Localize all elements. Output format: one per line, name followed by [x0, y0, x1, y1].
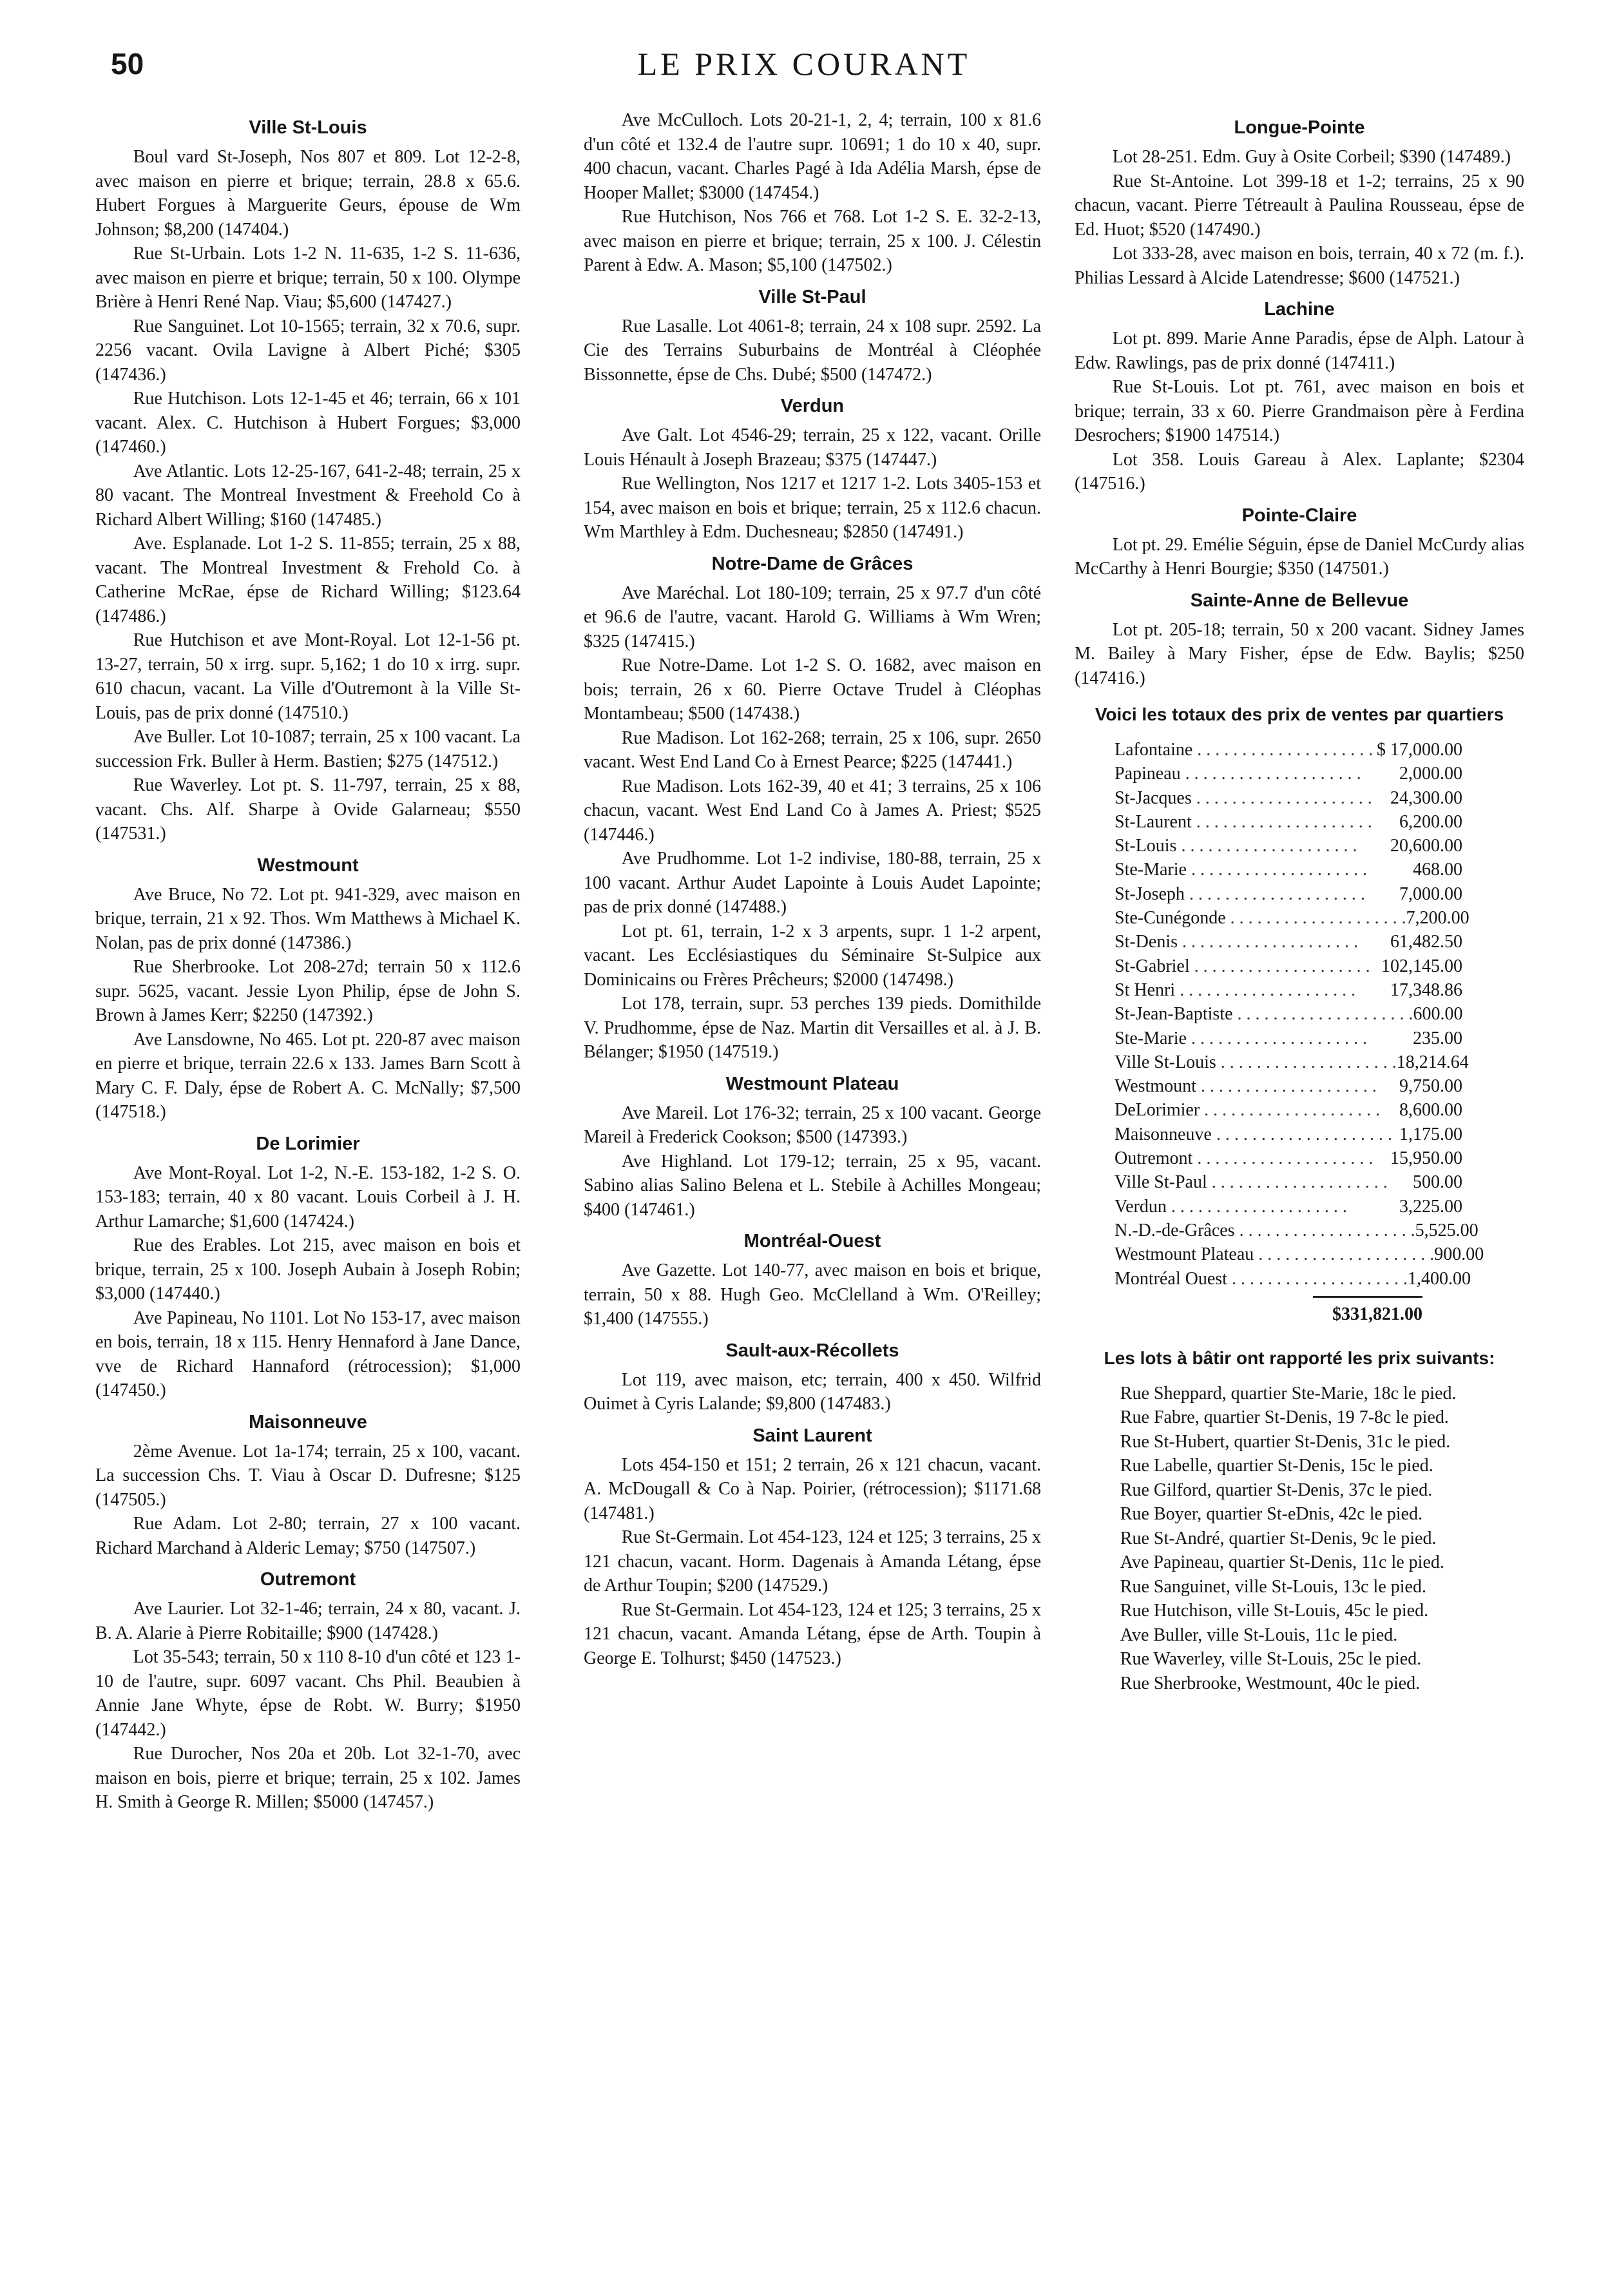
leader-dots: . . . . . . . . . . . . . . . . . . . . — [1232, 1004, 1413, 1025]
quartier-name: Westmount — [1115, 1076, 1196, 1097]
quartier-amount: 24,300.00 — [1390, 787, 1462, 808]
sale-entry: Lot 178, terrain, supr. 53 perches 139 pieds. Domithilde V. Prudhomme, épse de Naz. Martin dit Versailles et al. à J. B. Bélanger; $1950 (147519.) — [584, 994, 1041, 1062]
quartier-amount: $ 17,000.00 — [1377, 740, 1462, 760]
quartier-name: Maisonneuve — [1115, 1124, 1212, 1144]
section-heading: Pointe-Claire — [1241, 505, 1357, 526]
quartier-amount: 8,600.00 — [1399, 1100, 1462, 1121]
lot-price-item: Rue Gilford, quartier St-Denis, 37c le pied. — [1120, 1480, 1433, 1500]
section-heading: Verdun — [780, 396, 845, 416]
quartier-name: DeLorimier — [1115, 1100, 1200, 1121]
section-heading: Westmount Plateau — [725, 1073, 899, 1094]
totals-row — [1115, 1074, 1462, 1098]
lot-prices-heading: Les lots à bâtir ont rapporté les prix suivants: — [1104, 1347, 1495, 1368]
totals-row — [1115, 1002, 1462, 1026]
sale-entry: Ave Highland. Lot 179-12; terrain, 25 x 95, vacant. Sabino alias Salino Belena et L. Stebile à Achilles Mongeau; $400 (147461.) — [584, 1151, 1041, 1220]
sale-entry: Rue Hutchison et ave Mont-Royal. Lot 12-1-56 pt. 13-27, terrain, 50 x irrg. supr. 5,162; 1 do 10 x irrg. supr. 610 chacun, vacant. La Ville d'Outremont à la Ville St-Louis, pas de prix donné (147510.) — [95, 630, 521, 723]
quartier-amount: 5,525.00 — [1415, 1220, 1479, 1240]
section-heading: Sainte-Anne de Bellevue — [1190, 590, 1409, 611]
sale-entry: Rue St-Louis. Lot pt. 761, avec maison en bois et brique; terrain, 33 x 60. Pierre Grandmaison père à Ferdina Desrochers; $1900 147514.) — [1075, 377, 1524, 445]
lot-price-item: Rue Boyer, quartier St-eDnis, 42c le pied. — [1120, 1504, 1423, 1525]
sale-entry: Rue Sanguinet. Lot 10-1565; terrain, 32 x 70.6, supr. 2256 vacant. Ovila Lavigne à Albert Piché; $305 (147436.) — [95, 316, 521, 385]
leader-dots: . . . . . . . . . . . . . . . . . . . . — [1184, 883, 1365, 904]
sale-entry: Ave Lansdowne, No 465. Lot pt. 220-87 avec maison en pierre et brique, terrain 22.6 x 133. James Barn Scott à Mary C. F. Daly, épse de Robert A. C. McNally; $7,500 (147518.) — [95, 1029, 521, 1122]
quartier-name: St-Denis — [1115, 932, 1178, 952]
right-column-sections — [1075, 117, 1524, 690]
quartier-name: N.-D.-de-Grâces — [1115, 1220, 1235, 1240]
lot-price-item: Ave Buller, ville St-Louis, 11c le pied. — [1120, 1625, 1398, 1645]
quartier-name: St-Jacques — [1115, 787, 1192, 808]
quartier-name: Ste-Cunégonde — [1115, 908, 1226, 929]
sale-entry: Ave Laurier. Lot 32-1-46; terrain, 24 x 80, vacant. J. B. A. Alarie à Pierre Robitaille; $900 (147428.) — [95, 1599, 521, 1643]
quartier-name: Ville St-Louis — [1115, 1052, 1216, 1072]
leader-dots: . . . . . . . . . . . . . . . . . . . . — [1186, 860, 1367, 880]
sale-entry: Ave Bruce, No 72. Lot pt. 941-329, avec maison en brique, terrain, 21 x 92. Thos. Wm Matthews à Michael K. Nolan, pas de prix donné (147386.) — [95, 884, 521, 953]
leader-dots: . . . . . . . . . . . . . . . . . . . . — [1200, 1100, 1381, 1121]
section-heading: Outremont — [260, 1569, 356, 1590]
sale-entry: Rue des Erables. Lot 215, avec maison en bois et brique, terrain, 25 x 100. Joseph Aubain à Joseph Robin; $3,000 (147440.) — [95, 1235, 521, 1304]
section-heading: Montréal-Ouest — [743, 1231, 881, 1251]
sale-entry: Lot 358. Louis Gareau à Alex. Laplante; $2304 (147516.) — [1075, 449, 1524, 494]
sale-entry: Lot 35-543; terrain, 50 x 110 8-10 d'un côté et 123 1-10 de l'autre, supr. 6097 vacant. Chs Phil. Beaubien à Annie Jane Whyte, épse de Robt. W. Burry; $1950 (147442.) — [95, 1647, 521, 1740]
column-right — [1075, 108, 1524, 1695]
section-heading: De Lorimier — [256, 1133, 360, 1154]
quartier-amount: 900.00 — [1434, 1244, 1484, 1265]
quartier-name: Lafontaine — [1115, 740, 1193, 760]
sale-entry: Ave Prudhomme. Lot 1-2 indivise, 180-88, terrain, 25 x 100 vacant. Arthur Audet Lapointe à Louis Audet Lapointe; pas de prix donné (147488.) — [584, 849, 1041, 917]
totals-row — [1115, 1146, 1462, 1170]
sale-entry: Ave Maréchal. Lot 180-109; terrain, 25 x 97.7 d'un côté et 96.6 de l'autre, vacant. Harold G. Williams à Wm Wren; $325 (147415.) — [584, 583, 1041, 651]
leader-dots: . . . . . . . . . . . . . . . . . . . . — [1192, 1148, 1374, 1169]
sale-entry: Rue Adam. Lot 2-80; terrain, 27 x 100 vacant. Richard Marchand à Alderic Lemay; $750 (147507.) — [95, 1514, 521, 1558]
quartier-name: Ville St-Paul — [1115, 1172, 1207, 1193]
section-heading: Maisonneuve — [249, 1411, 367, 1433]
quartier-name: St-Louis — [1115, 836, 1177, 856]
totals-row — [1115, 1219, 1479, 1242]
sale-entry: Ave Atlantic. Lots 12-25-167, 641-2-48; terrain, 25 x 80 vacant. The Montreal Investment & Freehold Co à Richard Albert Willing; $160 (147485.) — [95, 461, 521, 530]
quartier-name: Westmount Plateau — [1115, 1244, 1254, 1265]
section-heading: Sault-aux-Récollets — [725, 1340, 899, 1361]
quartier-amount: 2,000.00 — [1399, 764, 1462, 784]
sale-entry: Rue St-Germain. Lot 454-123, 124 et 125; 3 terrains, 25 x 121 chacun, vacant. Amanda Létang, épse de Arth. Toupin à George E. Tolhurst; $450 (147523.) — [584, 1599, 1041, 1668]
totals-row — [1115, 1170, 1462, 1194]
totals-rule — [1313, 1296, 1422, 1298]
lot-price-item: Rue Hutchison, ville St-Louis, 45c le pied. — [1120, 1601, 1429, 1621]
leader-dots: . . . . . . . . . . . . . . . . . . . . — [1225, 908, 1406, 929]
quartier-amount: 600.00 — [1413, 1004, 1463, 1025]
leader-dots: . . . . . . . . . . . . . . . . . . . . — [1176, 836, 1357, 856]
quartier-amount: 15,950.00 — [1390, 1148, 1462, 1169]
sale-entry: Lot pt. 899. Marie Anne Paradis, épse de Alph. Latour à Edw. Rawlings, pas de prix donné (147411.) — [1075, 329, 1524, 373]
quartier-amount: 20,600.00 — [1390, 836, 1462, 856]
quartier-amount: 102,145.00 — [1381, 956, 1462, 976]
quartier-amount: 1,175.00 — [1399, 1124, 1462, 1144]
leader-dots: . . . . . . . . . . . . . . . . . . . . — [1191, 787, 1372, 808]
sale-entry: Lot pt. 205-18; terrain, 50 x 200 vacant. Sidney James M. Bailey à Mary Fisher, épse de Edw. Baylis; $250 (147416.) — [1075, 619, 1524, 688]
lot-price-item: Rue Sherbrooke, Westmount, 40c le pied. — [1120, 1673, 1421, 1693]
sale-entry: Rue Wellington, Nos 1217 et 1217 1-2. Lots 3405-153 et 154, avec maison en bois et brique; terrain, 25 x 112.6 chacun. Wm Marthley à Edm. Duchesneau; $2850 (147491.) — [584, 474, 1041, 542]
leader-dots: . . . . . . . . . . . . . . . . . . . . — [1254, 1244, 1435, 1265]
quartier-amount: 17,348.86 — [1390, 979, 1462, 1000]
leader-dots: . . . . . . . . . . . . . . . . . . . . — [1178, 932, 1358, 952]
totals-row — [1115, 738, 1462, 762]
sale-entry: Lot pt. 61, terrain, 1-2 x 3 arpents, supr. 1 1-2 arpent, vacant. Les Ecclésiastiques du Séminaire St-Sulpice aux Dominicains ou Frères Prêcheurs; $2000 (147498.) — [584, 921, 1041, 990]
section-heading: Saint Laurent — [752, 1425, 872, 1446]
quartier-name: St-Laurent — [1115, 811, 1192, 832]
sale-entry: Ave McCulloch. Lots 20-21-1, 2, 4; terrain, 100 x 81.6 d'un côté et 132.4 de l'autre supr. 10691; 1 do 10 x 40, supr. 400 chacun, vacant. Charles Pagé à Ida Adélia Marsh, épse de Hooper Mallet; $3000 (147454.) — [584, 110, 1041, 203]
leader-dots: . . . . . . . . . . . . . . . . . . . . — [1191, 811, 1372, 832]
sale-entry: Ave. Esplanade. Lot 1-2 S. 11-855; terrain, 25 x 88, vacant. The Montreal Investment & Frehold Co. à Catherine McRae, épse de Richard Willing; $123.64 (147486.) — [95, 534, 521, 626]
quartier-amount: 500.00 — [1413, 1172, 1462, 1193]
leader-dots: . . . . . . . . . . . . . . . . . . . . — [1211, 1124, 1392, 1144]
sale-entry: Lot 119, avec maison, etc; terrain, 400 x 450. Wilfrid Ouimet à Cyris Lalande; $9,800 (147483.) — [584, 1369, 1041, 1414]
totals-heading: Voici les totaux des prix de ventes par quartiers — [1095, 704, 1504, 724]
section-heading: Ville St-Louis — [249, 117, 367, 138]
quartier-amount: 9,750.00 — [1399, 1076, 1462, 1097]
totals-row — [1115, 1195, 1462, 1219]
leader-dots: . . . . . . . . . . . . . . . . . . . . — [1196, 1076, 1377, 1097]
lot-price-item: Rue Sanguinet, ville St-Louis, 13c le pied. — [1120, 1576, 1426, 1597]
leader-dots: . . . . . . . . . . . . . . . . . . . . — [1175, 979, 1356, 1000]
totals-row — [1115, 978, 1462, 1002]
leader-dots: . . . . . . . . . . . . . . . . . . . . — [1216, 1052, 1397, 1072]
section-heading: Longue-Pointe — [1234, 117, 1365, 138]
sale-entry: Rue Durocher, Nos 20a et 20b. Lot 32-1-70, avec maison en bois, pierre et brique; terrain, 25 x 102. James H. Smith à George R. Millen; $5000 (147457.) — [95, 1744, 521, 1812]
quartier-name: Ste-Marie — [1115, 860, 1187, 880]
sale-entry: Ave Mareil. Lot 176-32; terrain, 25 x 100 vacant. George Mareil à Frederick Cookson; $500 (147393.) — [584, 1103, 1041, 1147]
quartier-amount: 468.00 — [1413, 860, 1462, 880]
quartier-name: Ste-Marie — [1115, 1028, 1187, 1048]
leader-dots: . . . . . . . . . . . . . . . . . . . . — [1234, 1220, 1415, 1240]
lot-prices-list — [1075, 1382, 1524, 1696]
totals-row — [1115, 834, 1462, 858]
sale-entry: Lots 454-150 et 151; 2 terrain, 26 x 121 chacun, vacant. A. McDougall & Co à Nap. Poirier, (rétrocession); $1171.68 (147481.) — [584, 1454, 1041, 1523]
quartier-amount: 61,482.50 — [1390, 932, 1462, 952]
quartier-amount: 7,000.00 — [1399, 883, 1462, 904]
sale-entry: Boul vard St-Joseph, Nos 807 et 809. Lot 12-2-8, avec maison en pierre et brique; terrain, 28.8 x 65.6. Hubert Forgues à Marguerite Geurs, épouse de Wm Johnson; $8,200 (147404.) — [95, 147, 521, 240]
totals-row — [1115, 1050, 1469, 1074]
column-left — [95, 108, 521, 1815]
sale-entry: Rue Madison. Lots 162-39, 40 et 41; 3 terrains, 25 x 106 chacun, vacant. West End Land Co à James A. Priest; $525 (147446.) — [584, 776, 1041, 845]
sale-entry: Rue Sherbrooke. Lot 208-27d; terrain 50 x 112.6 supr. 5625, vacant. Jessie Lyon Philip, épse de John S. Brown à James Kerr; $2250 (147392.) — [95, 957, 521, 1025]
sale-entry: Rue St-Urbain. Lots 1-2 N. 11-635, 1-2 S. 11-636, avec maison en pierre et brique; terrain, 50 x 100. Olympe Brière à Henri René Nap. Viau; $5,600 (147427.) — [95, 244, 521, 312]
totals-row — [1115, 762, 1462, 786]
sale-entry: Lot pt. 29. Emélie Séguin, épse de Daniel McCurdy alias McCarthy à Henri Bourgie; $350 (147501.) — [1075, 534, 1524, 579]
sale-entry: Lot 28-251. Edm. Guy à Osite Corbeil; $390 (147489.) — [1112, 147, 1511, 167]
page-number: 50 — [111, 47, 144, 81]
quartier-name: St-Jean-Baptiste — [1115, 1004, 1233, 1025]
totals-row — [1115, 882, 1462, 906]
sale-entry: Ave Papineau, No 1101. Lot No 153-17, avec maison en bois, terrain, 18 x 115. Henry Hennaford à Jane Dance, vve de Richard Hannaford (rétrocession); $1,000 (147450.) — [95, 1307, 521, 1400]
sale-entry: Rue Lasalle. Lot 4061-8; terrain, 24 x 108 supr. 2592. La Cie des Terrains Suburbains de Montréal à Cléophée Bissonnette, épse de Chs. Dubé; $500 (147472.) — [584, 316, 1041, 385]
quartier-amount: 18,214.64 — [1396, 1052, 1469, 1072]
lot-price-item: Rue Waverley, ville St-Louis, 25c le pied. — [1120, 1649, 1422, 1670]
sale-entry: Rue St-Antoine. Lot 399-18 et 1-2; terrains, 25 x 90 chacun, vacant. Pierre Tétreault à Paulina Rousseau, épse de Ed. Huot; $520 (147490.) — [1075, 171, 1524, 240]
leader-dots: . . . . . . . . . . . . . . . . . . . . — [1189, 956, 1370, 976]
totals-row — [1115, 906, 1469, 930]
lot-price-item: Rue St-Hubert, quartier St-Denis, 31c le pied. — [1120, 1431, 1451, 1452]
section-heading: Lachine — [1264, 299, 1335, 320]
sale-entry: Ave Galt. Lot 4546-29; terrain, 25 x 122, vacant. Orille Louis Hénault à Joseph Brazeau; $375 (147447.) — [584, 425, 1041, 470]
lot-price-item: Rue Labelle, quartier St-Denis, 15c le pied. — [1120, 1456, 1433, 1476]
totals-row — [1115, 1027, 1462, 1050]
section-heading: Westmount — [257, 854, 359, 876]
quartier-amount: 3,225.00 — [1399, 1196, 1462, 1217]
lot-price-item: Ave Papineau, quartier St-Denis, 11c le pied. — [1120, 1552, 1444, 1573]
quartier-name: St-Joseph — [1115, 883, 1185, 904]
leader-dots: . . . . . . . . . . . . . . . . . . . . — [1180, 764, 1361, 784]
sale-entry: Ave Gazette. Lot 140-77, avec maison en bois et brique, terrain, 50 x 88. Hugh Geo. McClelland à Wm. O'Reilley; $1,400 (147555.) — [584, 1260, 1041, 1329]
totals-row — [1115, 1098, 1462, 1122]
quartier-amount: 7,200.00 — [1406, 908, 1469, 929]
leader-dots: . . . . . . . . . . . . . . . . . . . . — [1186, 1028, 1367, 1048]
sale-entry: Rue Hutchison, Nos 766 et 768. Lot 1-2 S. E. 32-2-13, avec maison en pierre et brique; terrain, 25 x 100. J. Célestin Parent à Edw. A. Mason; $5,100 (147502.) — [584, 207, 1041, 275]
quartier-amount: 6,200.00 — [1399, 811, 1462, 832]
running-title: LE PRIX COURANT — [637, 46, 971, 82]
sale-entry: Ave Mont-Royal. Lot 1-2, N.-E. 153-182, 1-2 S. O. 153-183; terrain, 40 x 80 vacant. Louis Corbeil à J. H. Arthur Lamarche; $1,600 (147424.) — [95, 1162, 521, 1231]
lot-price-item: Rue Sheppard, quartier Ste-Marie, 18c le pied. — [1120, 1383, 1457, 1404]
quartier-amount: 1,400.00 — [1407, 1268, 1471, 1289]
quartier-name: Montréal Ouest — [1115, 1268, 1227, 1289]
lot-price-item: Rue St-André, quartier St-Denis, 9c le pied. — [1120, 1528, 1437, 1548]
totals-row — [1115, 810, 1462, 834]
totals-row — [1115, 1242, 1484, 1266]
column-middle — [584, 108, 1041, 1670]
totals-table — [1115, 738, 1484, 1291]
quartier-name: Outremont — [1115, 1148, 1193, 1169]
leader-dots: . . . . . . . . . . . . . . . . . . . . — [1207, 1172, 1388, 1193]
quartier-name: St-Gabriel — [1115, 956, 1190, 976]
sale-entry: Rue Notre-Dame. Lot 1-2 S. O. 1682, avec maison en bois; terrain, 26 x 60. Pierre Octave Trudel à Cléophas Montambeau; $500 (147438.) — [584, 655, 1041, 724]
leader-dots: . . . . . . . . . . . . . . . . . . . . — [1227, 1268, 1408, 1289]
sale-entry: 2ème Avenue. Lot 1a-174; terrain, 25 x 100, vacant. La succession Chs. T. Viau à Oscar D. Dufresne; $125 (147505.) — [95, 1441, 521, 1510]
leader-dots: . . . . . . . . . . . . . . . . . . . . — [1192, 740, 1374, 760]
sale-entry: Ave Buller. Lot 10-1087; terrain, 25 x 100 vacant. La succession Frk. Buller à Herm. Bastien; $275 (147512.) — [95, 727, 521, 771]
totals-row — [1115, 858, 1462, 882]
section-heading: Notre-Dame de Grâces — [711, 553, 914, 574]
quartier-amount: 235.00 — [1413, 1028, 1462, 1048]
sale-entry: Rue Madison. Lot 162-268; terrain, 25 x 106, supr. 2650 vacant. West End Land Co à Ernest Pearce; $225 (147441.) — [584, 728, 1041, 772]
grand-total: $331,821.00 — [1332, 1304, 1422, 1324]
section-heading: Ville St-Paul — [758, 286, 866, 307]
totals-row — [1115, 930, 1462, 954]
sale-entry: Lot 333-28, avec maison en bois, terrain, 40 x 72 (m. f.). Philias Lessard à Alcide Latendresse; $600 (147521.) — [1075, 244, 1524, 288]
totals-row — [1115, 1123, 1462, 1146]
quartier-name: St Henri — [1115, 979, 1176, 1000]
leader-dots: . . . . . . . . . . . . . . . . . . . . — [1166, 1196, 1347, 1217]
sale-entry: Rue St-Germain. Lot 454-123, 124 et 125; 3 terrains, 25 x 121 chacun, vacant. Horm. Dagenais à Amanda Létang, épse de Arthur Toupin; $200 (147529.) — [584, 1527, 1041, 1596]
sale-entry: Rue Waverley. Lot pt. S. 11-797, terrain, 25 x 88, vacant. Chs. Alf. Sharpe à Ovide Galarneau; $550 (147531.) — [95, 775, 521, 844]
quartier-name: Verdun — [1115, 1196, 1167, 1217]
totals-row — [1115, 954, 1462, 978]
totals-row — [1115, 1267, 1471, 1291]
sale-entry: Rue Hutchison. Lots 12-1-45 et 46; terrain, 66 x 101 vacant. Alex. C. Hutchison à Hubert Forgues; $3,000 (147460.) — [95, 389, 521, 457]
lot-price-item: Rue Fabre, quartier St-Denis, 19 7-8c le pied. — [1120, 1407, 1449, 1428]
totals-row — [1115, 786, 1462, 810]
quartier-name: Papineau — [1115, 764, 1181, 784]
